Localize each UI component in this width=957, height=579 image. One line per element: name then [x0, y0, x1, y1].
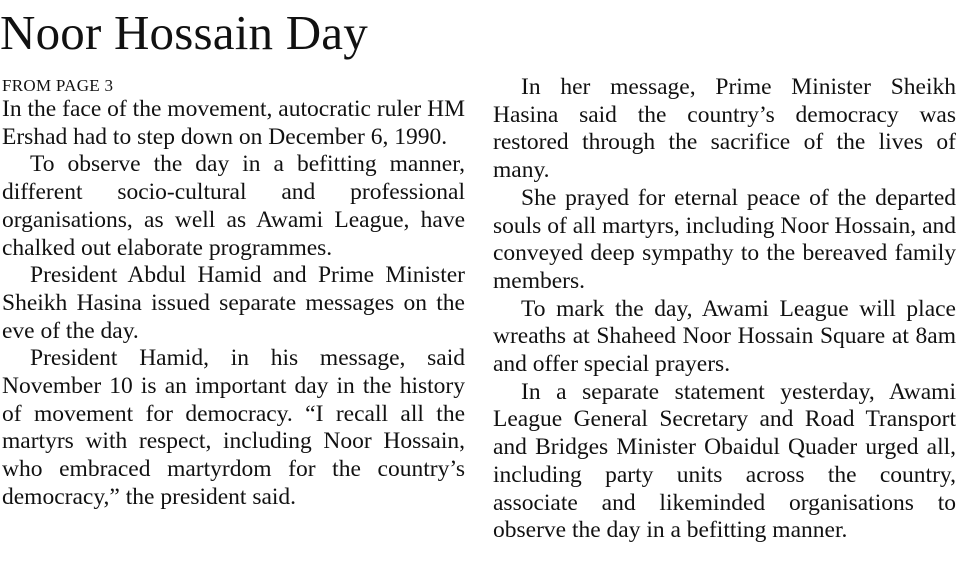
paragraph: President Hamid, in his message, said November 10 is an important day in the history of movement for democracy. “I recall all the martyrs with respect, including Noor Hossain, who embraced martyrdom for the country’s democracy,” the president said. [2, 345, 465, 510]
paragraph: President Abdul Hamid and Prime Minister Sheikh Hasina issued separate messages on the eve of the day. [2, 262, 465, 344]
paragraph: She prayed for eternal peace of the departed souls of all martyrs, including Noor Hossain, and conveyed deep sympathy to the bereaved family members. [493, 184, 956, 294]
headline: Noor Hossain Day [0, 5, 368, 60]
paragraph: In a separate statement yesterday, Awami League General Secretary and Road Transport and Bridges Minister Obaidul Quader urged all, including party units across the country, associate and likeminded organisations to observe the day in a befitting manner. [493, 378, 956, 544]
paragraph: In her message, Prime Minister Sheikh Hasina said the country’s democracy was restored through the sacrifice of the lives of many. [493, 74, 956, 184]
jump-line: FROM PAGE 3 [2, 76, 114, 95]
paragraph: To observe the day in a befitting manner, different socio-cultural and professional organisations, as well as Awami League, have chalked out elaborate programmes. [2, 151, 465, 261]
paragraph: In the face of the movement, autocratic ruler HM Ershad had to step down on December 6, 1990. [2, 96, 465, 150]
article-column-left [2, 75, 465, 512]
paragraph: To mark the day, Awami League will place wreaths at Shaheed Noor Hossain Square at 8am and offer special prayers. [493, 295, 956, 378]
article-column-right [493, 74, 956, 545]
